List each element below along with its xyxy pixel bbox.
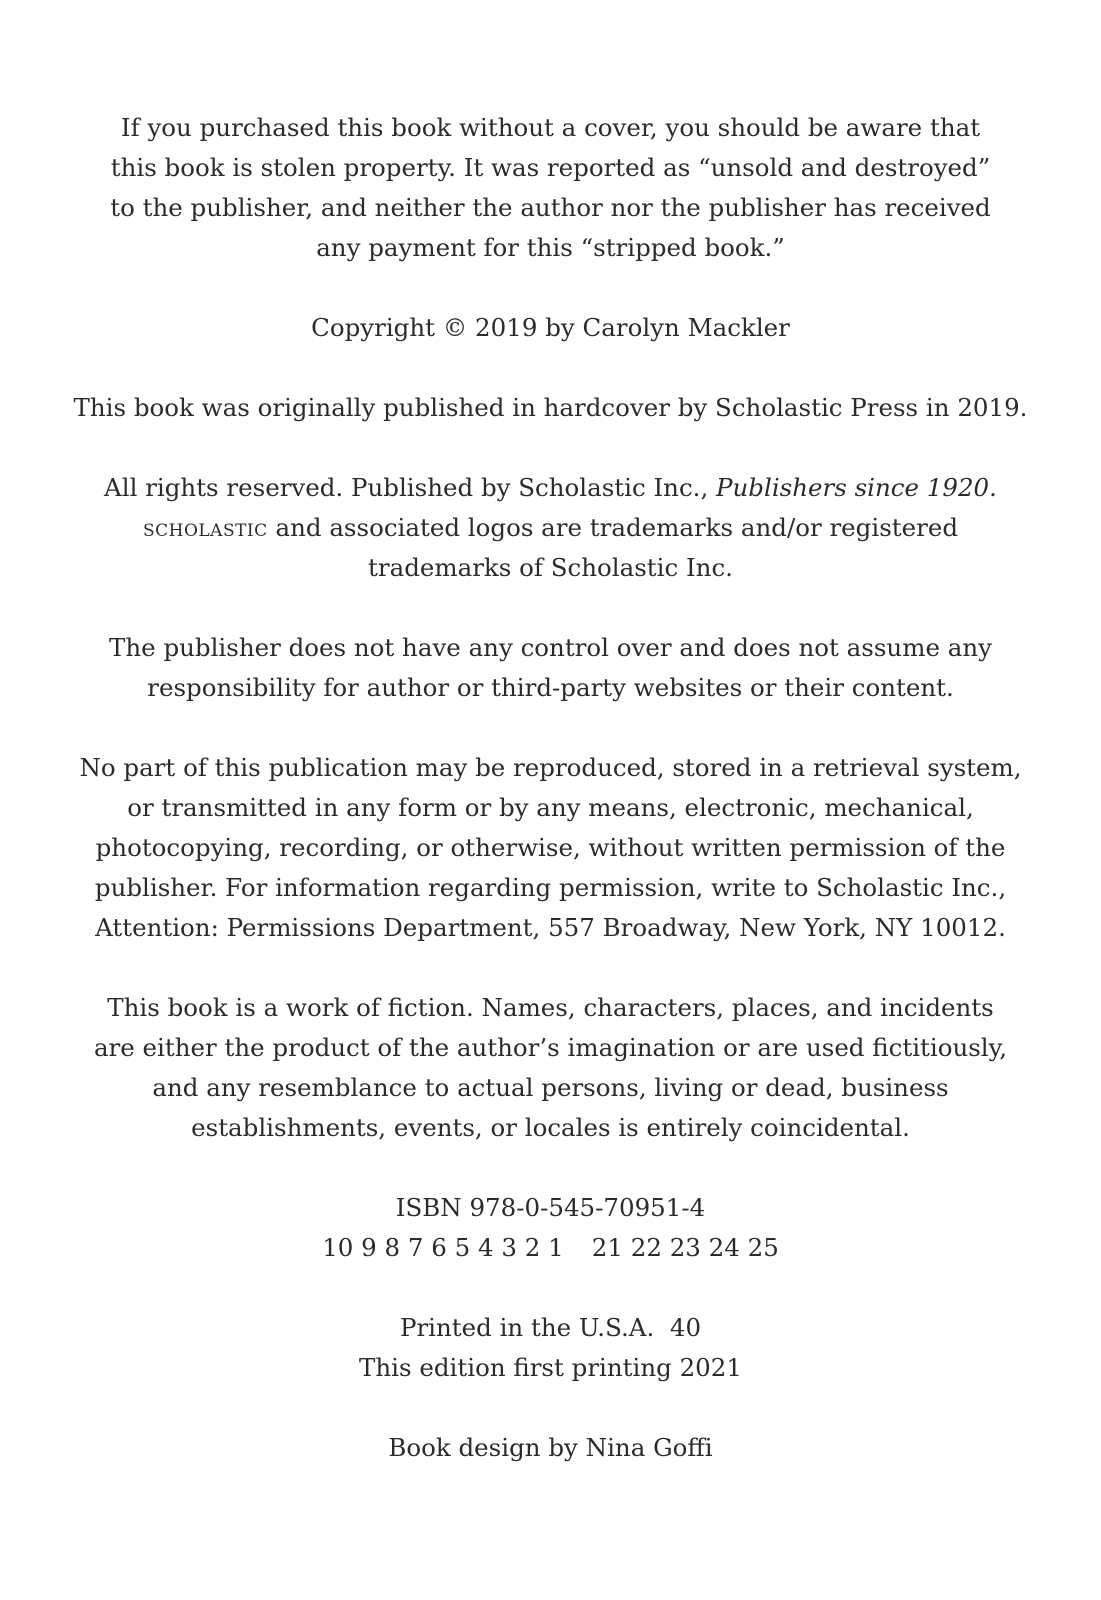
- isbn-block: [0, 1188, 1101, 1268]
- printed-in: Printed in the U.S.A. 40: [399, 1313, 702, 1342]
- fiction-disclaimer: [0, 988, 1101, 1148]
- text-line: any payment for this “stripped book.”: [316, 233, 785, 262]
- text-line: establishments, events, or locales is entirely coincidental.: [191, 1113, 910, 1142]
- text-line: No part of this publication may be reproduced, stored in a retrieval system,: [79, 753, 1022, 782]
- design-credit-block: [0, 1428, 1101, 1468]
- text-line: Attention: Permissions Department, 557 Broadway, New York, NY 10012.: [95, 913, 1006, 942]
- text-line: This book was originally published in hardcover by Scholastic Press in 2019.: [73, 393, 1028, 422]
- text-line: publisher. For information regarding permission, write to Scholastic Inc.,: [94, 873, 1007, 902]
- text-line: [0, 468, 1101, 508]
- stripped-book-notice: [0, 108, 1101, 268]
- text-line: this book is stolen property. It was reported as “unsold and destroyed”: [110, 153, 991, 182]
- copyright-notice: [0, 308, 1101, 348]
- design-credit: Book design by Nina Goffi: [388, 1433, 713, 1462]
- printing-info: [0, 1308, 1101, 1388]
- printing-numbers: 10 9 8 7 6 5 4 3 2 1: [322, 1233, 564, 1262]
- scholastic-wordmark: scholastic: [142, 513, 268, 542]
- printing-line: [0, 1228, 1101, 1268]
- text-line: are either the product of the author’s imagination or are used fictitiously,: [93, 1033, 1008, 1062]
- text-line: or transmitted in any form or by any means, electronic, mechanical,: [127, 793, 974, 822]
- publisher-tagline: Publishers since 1920.: [716, 473, 997, 502]
- text-line: trademarks of Scholastic Inc.: [368, 553, 733, 582]
- text-line: photocopying, recording, or otherwise, without written permission of the: [95, 833, 1006, 862]
- rights-text: and associated logos are trademarks and/or registered: [267, 513, 959, 542]
- text-line: and any resemblance to actual persons, living or dead, business: [152, 1073, 949, 1102]
- text-line: to the publisher, and neither the author nor the publisher has received: [110, 193, 991, 222]
- text-line: The publisher does not have any control over and does not assume any: [109, 633, 992, 662]
- original-publication-note: [0, 388, 1101, 428]
- isbn: ISBN 978-0-545-70951-4: [395, 1193, 706, 1222]
- printing-years: 21 22 23 24 25: [591, 1233, 779, 1262]
- text-line: responsibility for author or third-party websites or their content.: [147, 673, 954, 702]
- page-content: [0, 108, 1101, 1508]
- text-line: [0, 508, 1101, 548]
- reproduction-notice: [0, 748, 1101, 948]
- rights-notice: [0, 468, 1101, 588]
- rights-text: All rights reserved. Published by Scholastic Inc.,: [104, 473, 717, 502]
- publisher-disclaimer: [0, 628, 1101, 708]
- text-line: If you purchased this book without a cover, you should be aware that: [120, 113, 981, 142]
- copyright-line: Copyright © 2019 by Carolyn Mackler: [311, 313, 790, 342]
- text-line: This book is a work of fiction. Names, characters, places, and incidents: [107, 993, 994, 1022]
- edition-line: This edition first printing 2021: [359, 1353, 742, 1382]
